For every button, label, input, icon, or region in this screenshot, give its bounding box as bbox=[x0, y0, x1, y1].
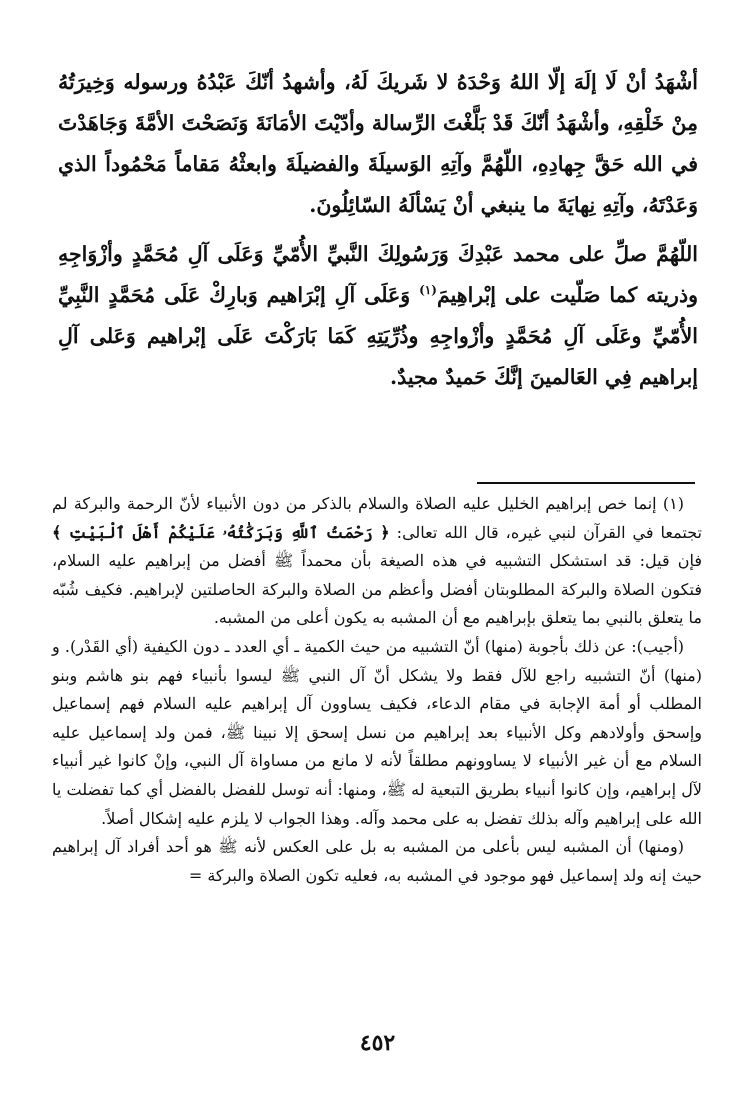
footnote-answer-text: (أجيب): عن ذلك بأجوبة (منها) أنّ التشبيه من حيث الكمية ـ أي العدد ـ دون الكيفية (أي القَدْر). و (منها) أنّ التشبيه راجع للآل فقط ولا يشكل أنّ آل النبي ﷺ ليسوا بأنبياء فهم بنو هاشم وبنو المطلب أو أمة الإجابة في مقام الدعاء، فكيف يساوون آل إبراهيم عليه السلام فهم إسماعيل وإسحق وأولادهم وكل الأنبياء بعد إبراهيم من نسل إسحق إلا نبينا ﷺ، فمن ولد إسماعيل عليه السلام مع أن غير الأنبياء لا يساوونهم مطلقاً لأنه لا مانع من مساواة آل النبي، وإنْ كانوا غير أنبياء لآل إبراهيم، وإن كانوا أنبياء بطريق التبعية له ﷺ، ومنها: أنه توسل للفضل بالفضل أي كما تفضلت يا الله على إبراهيم وآله بذلك تفضل به على محمد وآله. وهذا الجواب لا يلزم عليه إشكال أصلاً. bbox=[52, 636, 702, 828]
footnote-answer bbox=[52, 633, 702, 833]
footnote-continuation bbox=[52, 833, 702, 890]
footnote-1 bbox=[52, 490, 702, 633]
footnote-marker[interactable]: (١) bbox=[419, 283, 437, 298]
footnote-1-text-end: فإن قيل: قد استشكل التشبيه في هذه الصيغة بأن محمداً ﷺ أفضل من إبراهيم عليه السلام، فتكون الصلاة والبركة المطلوبتان أفضل وأعظم من الصلاة والبركة الحاصلتين لإبراهيم. فكيف شُبّه ما يتعلق بالنبي بما يتعلق بإبراهيم مع أن المشبه به يكون أعلى من المشبه. bbox=[52, 551, 702, 628]
paragraph-salat-text-start: اللّهُمَّ صلِّ على محمد عَبْدِكَ وَرَسُولِكَ النَّبيِّ الأُمّيِّ وَعَلَى آلِ مُحَمَّدٍ وأزْوَاجِهِ وذريته كما صَلّيت على إبْراهِيمَ bbox=[58, 242, 698, 307]
page-number: ٤٥٢ bbox=[359, 1030, 396, 1056]
main-text bbox=[58, 62, 698, 398]
paragraph-salat-text-end: وَعَلَى آلِ إبْرَاهيم وَبارِكْ عَلَى مُحَمَّدٍ النَّبِيِّ الأُمّيِّ وعَلَى آلِ مُحَمَّدٍ وأزْواجِهِ وذُرِّيَتِهِ كَمَا بَارَكْتَ عَلَى إبْراهيم وَعَلى آلِ إبراهيم فِي العَالمينَ إنَّكَ حَميدٌ مجيدٌ. bbox=[58, 283, 698, 389]
footnotes bbox=[52, 490, 702, 890]
footnote-continuation-text: (ومنها) أن المشبه ليس بأعلى من المشبه به بل على العكس لأنه ﷺ هو أحد أفراد آل إبراهيم حيث إنه ولد إسماعيل فهو موجود في المشبه به، فعليه تكون الصلاة والبركة = bbox=[52, 837, 702, 885]
paragraph-shahada bbox=[58, 62, 698, 226]
paragraph-shahada-text: أشْهَدُ أنْ لَا إلَهَ إلّا اللهُ وَحْدَهُ لا شَريكَ لَهُ، وأشهدُ أنّكَ عَبْدُهُ ورسوله وَخِيرَتُهُ مِنْ خَلْقِهِ، وأشْهَدُ أنّكَ قَدْ بَلَّغْتَ الرِّسالة وأدّيْتَ الأمَانَةَ وَنَصَحْتَ الأمَّةَ وَجَاهَدْتَ في الله حَقَّ جِهادِهِ، اللّهُمَّ وآتِهِ الوَسيلَةَ والفضيلَةَ وابعثْهُ مَقاماً مَحْمُوداً الذي وَعَدْتَهُ، وآتِهِ نِهايَةَ ما ينبغي أنْ يَسْألَهُ السّائِلُونَ. bbox=[58, 70, 698, 217]
paragraph-salat bbox=[58, 234, 698, 398]
footnote-separator bbox=[477, 482, 695, 484]
footnote-1-text-start: (١) إنما خص إبراهيم الخليل عليه الصلاة والسلام بالذكر من دون الأنبياء لأنّ الرحمة والبركة لم تجتمعا في القرآن لنبي غيره، قال الله تعالى: bbox=[52, 494, 702, 542]
quran-verse: ﴿ رَحْمَتُ ٱللَّهِ وَبَرَكَٰتُهُۥ عَلَيْكُمْ أَهْلَ ٱلْبَيْتِ ﴾ bbox=[52, 522, 390, 542]
